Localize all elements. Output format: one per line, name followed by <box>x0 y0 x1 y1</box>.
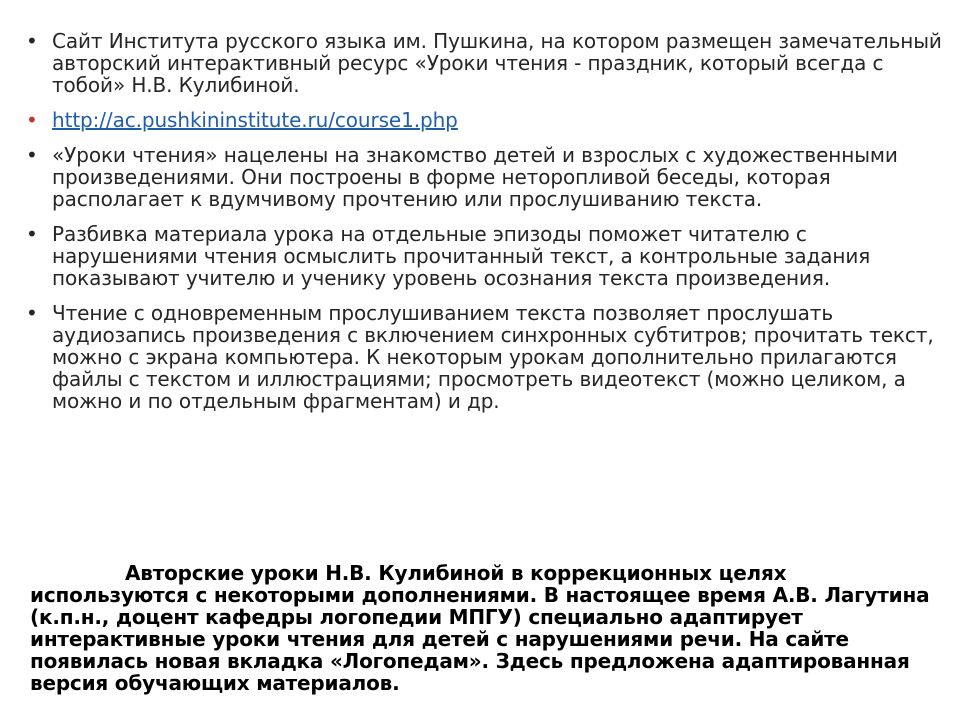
bullet-item-lessons-purpose <box>22 144 942 210</box>
bullet-list <box>22 30 942 425</box>
course-link[interactable]: http://ac.pushkininstitute.ru/course1.php <box>52 108 458 132</box>
bullet-marker: • <box>26 222 38 246</box>
bullet-item-episodes <box>22 223 942 289</box>
bullet-item-listening <box>22 302 942 412</box>
footer-paragraph: Авторские уроки Н.В. Кулибиной в коррекционных целях используются с некоторыми дополнениями. В настоящее время А.В. Лагутина (к.п.н., доцент кафедры логопедии МПГУ) специально адаптирует интерактивные уроки чтения для детей с нарушениями речи. На сайте появилась новая вкладка «Логопедам». Здесь предложена адаптированная версия обучающих материалов. <box>30 561 930 695</box>
bullet-marker: • <box>26 301 38 325</box>
bullet-marker: • <box>26 29 38 53</box>
bullet-text: Чтение с одновременным прослушиванием текста позволяет прослушать аудиозапись произведения с включением синхронных субтитров; прочитать текст, можно с экрана компьютера. К некоторым урокам дополнительно прилагаются файлы с текстом и иллюстрациями; просмотреть видеотекст (можно целиком, а можно и по отдельным фрагментам) и др. <box>52 301 934 413</box>
bullet-item-site-description <box>22 30 942 96</box>
bullet-marker: • <box>26 143 38 167</box>
bullet-text: «Уроки чтения» нацелены на знакомство детей и взрослых с художественными произведениями. Они построены в форме неторопливой беседы, которая располагает к вдумчивому прочтению или прослушиванию текста. <box>52 143 898 211</box>
bullet-item-link <box>22 109 942 131</box>
bullet-marker: • <box>26 108 38 132</box>
bullet-text: Сайт Института русского языка им. Пушкина, на котором размещен замечательный авторский интерактивный ресурс «Уроки чтения - праздник, который всегда с тобой» Н.В. Кулибиной. <box>52 29 942 97</box>
bullet-text: Разбивка материала урока на отдельные эпизоды поможет читателю с нарушениями чтения осмыслить прочитанный текст, а контрольные задания показывают учителю и ученику уровень осознания текста произведения. <box>52 222 871 290</box>
